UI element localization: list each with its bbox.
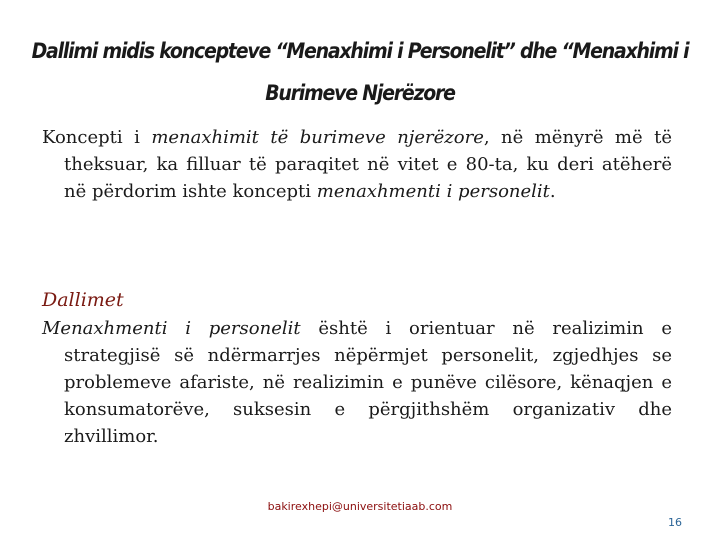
differences-term: Menaxhmenti i personelit xyxy=(42,318,301,339)
intro-end: . xyxy=(549,181,556,202)
intro-term-personnel: menaxhmenti i personelit xyxy=(316,181,550,202)
intro-rest: , në mënyrë më të theksuar, ka filluar të paraqitet në vitet e 80-ta, ku deri atëherë në përdorim ishte koncepti xyxy=(64,127,672,202)
differences-block xyxy=(42,286,672,450)
slide-title-line1: Dallimi midis koncepteve “Menaxhimi i Personelit” dhe “Menaxhimi i xyxy=(31,39,689,63)
intro-term-hrm: menaxhimit të burimeve njerëzore xyxy=(151,127,484,148)
page-number: 16 xyxy=(668,516,682,529)
differences-text: është i orientuar në realizimin e strategjisë së ndërmarrjes nëpërmjet personelit, zgjedhjes se problemeve afariste, në realizimin e punëve cilësore, kënaqjen e konsumatorëve, suksesin e përgjithshëm organizativ dhe zhvillimor. xyxy=(64,318,672,447)
intro-sep: i xyxy=(122,127,152,148)
footer-email: bakirexhepi@universitetiaab.com xyxy=(267,500,453,513)
intro-paragraph xyxy=(42,124,672,205)
differences-heading: Dallimet xyxy=(42,289,124,311)
differences-paragraph xyxy=(42,315,672,450)
slide-title-line2: Burimeve Njerëzore xyxy=(265,81,455,105)
slide-title xyxy=(30,30,690,114)
intro-paragraph-block xyxy=(42,124,672,205)
intro-lead-word: Koncepti xyxy=(42,127,123,148)
